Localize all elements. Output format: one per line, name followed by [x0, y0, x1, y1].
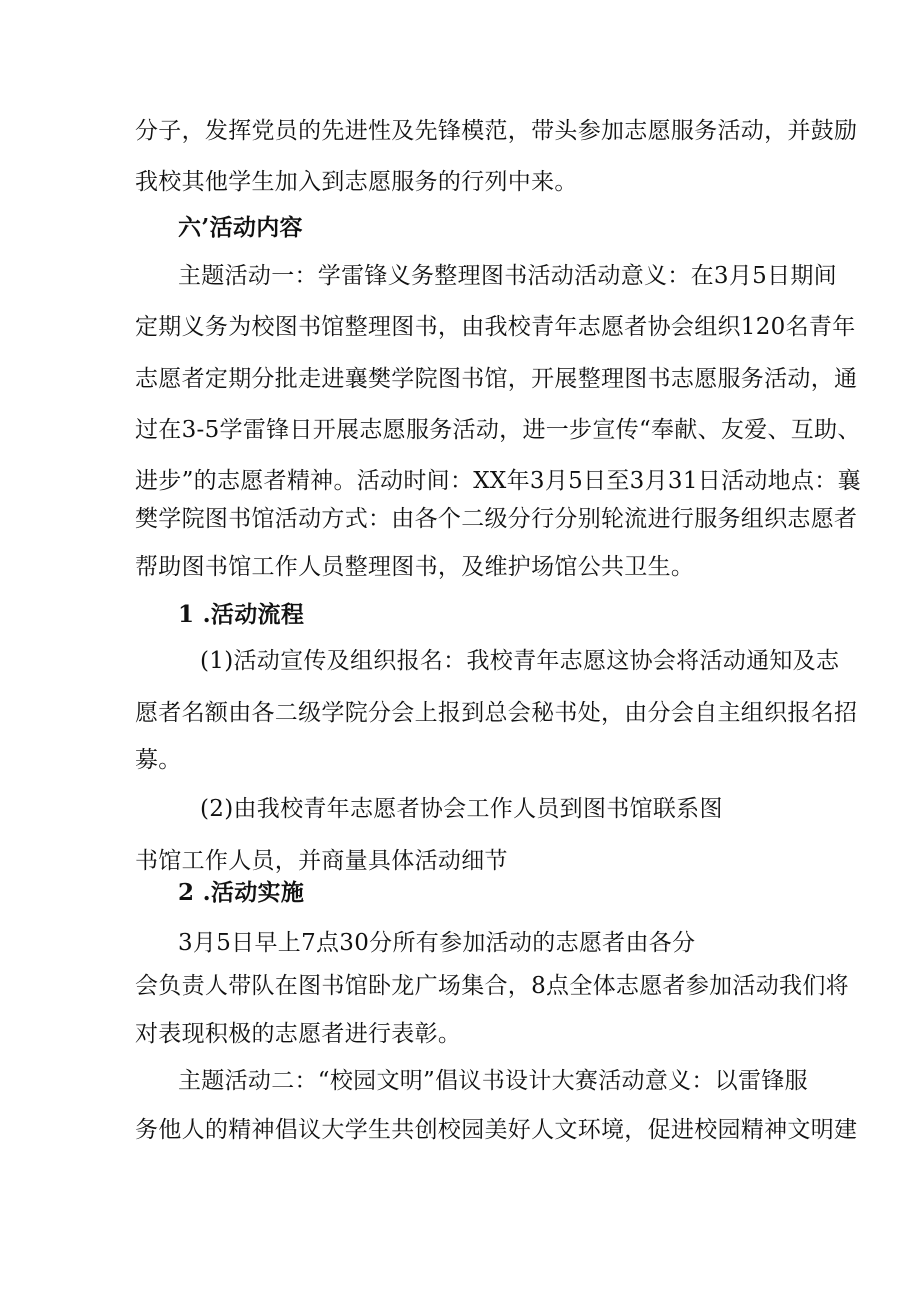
- paragraph-line: 务他人的精神倡议大学生共创校园美好人文环境，促进校园精神文明建: [135, 1117, 858, 1143]
- paragraph-line: 分子，发挥党员的先进性及先锋模范，带头参加志愿服务活动，并鼓励: [135, 118, 858, 144]
- paragraph-line: 志愿者定期分批走进襄樊学院图书馆，开展整理图书志愿服务活动，通: [135, 366, 858, 392]
- paragraph-line: 定期义务为校图书馆整理图书，由我校青年志愿者协会组织120名青年: [135, 314, 856, 340]
- subsection-heading: 1 .活动流程: [178, 601, 305, 628]
- paragraph-line: 樊学院图书馆活动方式：由各个二级分行分别轮流进行服务组织志愿者: [135, 506, 858, 532]
- paragraph-line: 进步”的志愿者精神。活动时间：XX年3月5日至3月31日活动地点：襄: [135, 468, 861, 494]
- paragraph-line: 过在3-5学雷锋日开展志愿服务活动，进一步宣传“奉献、友爱、互助、: [135, 417, 861, 443]
- paragraph-line: 愿者名额由各二级学院分会上报到总会秘书处，由分会自主组织报名招: [135, 700, 858, 726]
- paragraph-line: 3月5日早上7点30分所有参加活动的志愿者由各分: [178, 930, 696, 956]
- paragraph-line: 对表现积极的志愿者进行表彰。: [135, 1021, 462, 1047]
- paragraph-line: (1)活动宣传及组织报名：我校青年志愿这协会将活动通知及志: [200, 648, 840, 674]
- section-heading: 六’活动内容: [178, 214, 303, 241]
- subsection-heading: 2 .活动实施: [178, 879, 305, 906]
- paragraph-line: 书馆工作人员，并商量具体活动细节: [135, 848, 508, 874]
- paragraph-line: 帮助图书馆工作人员整理图书，及维护场馆公共卫生。: [135, 554, 695, 580]
- paragraph-line: 募。: [135, 747, 182, 773]
- paragraph-line: 会负责人带队在图书馆卧龙广场集合，8点全体志愿者参加活动我们将: [135, 973, 849, 999]
- paragraph-line: (2)由我校青年志愿者协会工作人员到图书馆联系图: [200, 796, 723, 822]
- paragraph-line: 主题活动一：学雷锋义务整理图书活动活动意义：在3月5日期间: [178, 263, 837, 289]
- paragraph-line: 主题活动二：“校园文明”倡议书设计大赛活动意义：以雷锋服: [178, 1068, 808, 1094]
- paragraph-line: 我校其他学生加入到志愿服务的行列中来。: [135, 169, 578, 195]
